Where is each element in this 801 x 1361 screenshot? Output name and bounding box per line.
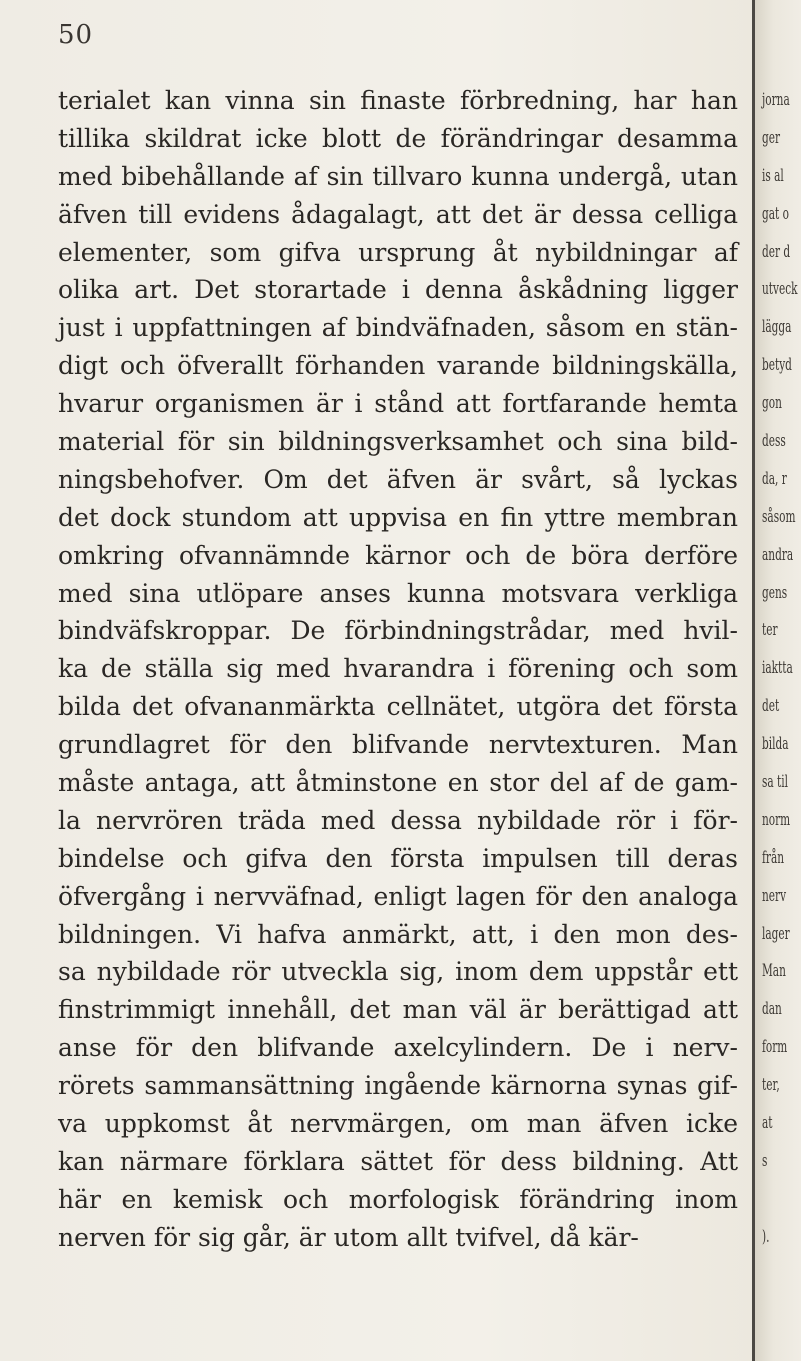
- text-line: rörets sammansättning ingående kärnorna synas gif-: [58, 1071, 738, 1101]
- text-line: finstrimmigt innehåll, det man väl är berättigad att: [58, 995, 738, 1025]
- facing-page-fragment: da, r: [762, 468, 787, 489]
- text-line: måste antaga, att åtminstone en stor del af de gam-: [58, 768, 738, 798]
- page-number: 50: [58, 20, 94, 50]
- facing-page-fragment: lägga: [762, 317, 792, 338]
- text-line: hvarur organismen är i stånd att fortfarande hemta: [58, 389, 738, 419]
- facing-page-fragment: ger: [762, 127, 781, 148]
- facing-page-fragment: nerv: [762, 885, 787, 906]
- facing-page-fragment: gat o: [762, 203, 789, 224]
- facing-page-fragment: s: [762, 1150, 768, 1171]
- facing-page-fragment: andra: [762, 544, 794, 565]
- text-line: bilda det ofvananmärkta cellnätet, utgöra det första: [58, 692, 738, 722]
- facing-page-fragment: form: [762, 1037, 788, 1058]
- facing-page-fragment: bilda: [762, 734, 789, 755]
- text-line: just i uppfattningen af bindväfnaden, såsom en stän-: [58, 313, 738, 343]
- text-line: bindelse och gifva den första impulsen till deras: [58, 843, 738, 873]
- text-line: här en kemisk och morfologisk förändring inom: [58, 1184, 738, 1214]
- body-text: [58, 82, 738, 1257]
- text-line: ningsbehofver. Om det äfven är svårt, så lyckas: [58, 464, 738, 494]
- facing-page-fragment: sa til: [762, 772, 789, 793]
- text-line: va uppkomst åt nervmärgen, om man äfven icke: [58, 1109, 738, 1139]
- facing-page-fragment: såsom: [762, 506, 796, 527]
- text-line: anse för den blifvande axelcylindern. De i nerv-: [58, 1033, 738, 1063]
- facing-page-fragment: betyd: [762, 355, 792, 376]
- facing-page-fragment: norm: [762, 809, 791, 830]
- text-line: nerven för sig går, är utom allt tvifvel, då kär-: [58, 1222, 639, 1252]
- facing-page-fragment: ter: [762, 620, 778, 641]
- facing-page-fragment: [762, 1181, 786, 1219]
- facing-page-fragment: gens: [762, 582, 788, 603]
- facing-page-fragment: ter,: [762, 1075, 780, 1096]
- text-line: kan närmare förklara sättet för dess bildning. Att: [58, 1146, 738, 1176]
- text-line: digt och öfverallt förhanden varande bildningskälla,: [58, 351, 738, 381]
- facing-page-fragment: jorna: [762, 90, 790, 110]
- facing-page-fragment: det: [762, 696, 780, 717]
- facing-page-fragment: ).: [762, 1226, 770, 1247]
- facing-page-fragment: at: [762, 1113, 773, 1134]
- facing-page-fragment: från: [762, 847, 785, 868]
- facing-page-fragment: Man: [762, 961, 786, 982]
- text-line: bindväfskroppar. De förbindningstrådar, med hvil-: [58, 616, 738, 646]
- facing-page-fragment: der d: [762, 241, 791, 262]
- facing-page-fragment: lager: [762, 923, 790, 944]
- text-line: bildningen. Vi hafva anmärkt, att, i den mon des-: [58, 919, 738, 949]
- facing-page-fragment: iaktta: [762, 658, 793, 679]
- text-line: med bibehållande af sin tillvaro kunna undergå, utan: [58, 161, 738, 191]
- book-gutter-edge: [752, 0, 755, 1361]
- facing-page-fragment: utveck: [762, 279, 798, 300]
- facing-page-edge: [762, 82, 800, 1257]
- text-line: elementer, som gifva ursprung åt nybildningar af: [58, 237, 738, 267]
- text-line: med sina utlöpare anses kunna motsvara verkliga: [58, 578, 738, 608]
- facing-page-fragment: dan: [762, 999, 782, 1020]
- facing-page-fragment: dess: [762, 431, 786, 452]
- text-line: terialet kan vinna sin finaste förbredning, har han: [58, 86, 738, 115]
- text-line: öfvergång i nervväfnad, enligt lagen för den analoga: [58, 881, 738, 911]
- text-line: det dock stundom att uppvisa en fin yttre membran: [58, 502, 738, 532]
- text-line: ka de ställa sig med hvarandra i förening och som: [58, 654, 738, 684]
- facing-page-fragment: is al: [762, 165, 784, 186]
- text-line: tillika skildrat icke blott de förändringar desamma: [58, 123, 738, 153]
- text-line: la nervrören träda med dessa nybildade rör i för-: [58, 805, 738, 835]
- text-line: olika art. Det storartade i denna åskådning ligger: [58, 275, 738, 305]
- text-line: grundlagret för den blifvande nervtexturen. Man: [58, 730, 738, 760]
- text-line: material för sin bildningsverksamhet och sina bild-: [58, 427, 738, 457]
- facing-page-fragment: gon: [762, 393, 782, 414]
- text-line: sa nybildade rör utveckla sig, inom dem uppstår ett: [58, 957, 738, 987]
- text-line: omkring ofvannämnde kärnor och de böra derföre: [58, 540, 738, 570]
- text-line: äfven till evidens ådagalagt, att det är dessa celliga: [58, 199, 738, 229]
